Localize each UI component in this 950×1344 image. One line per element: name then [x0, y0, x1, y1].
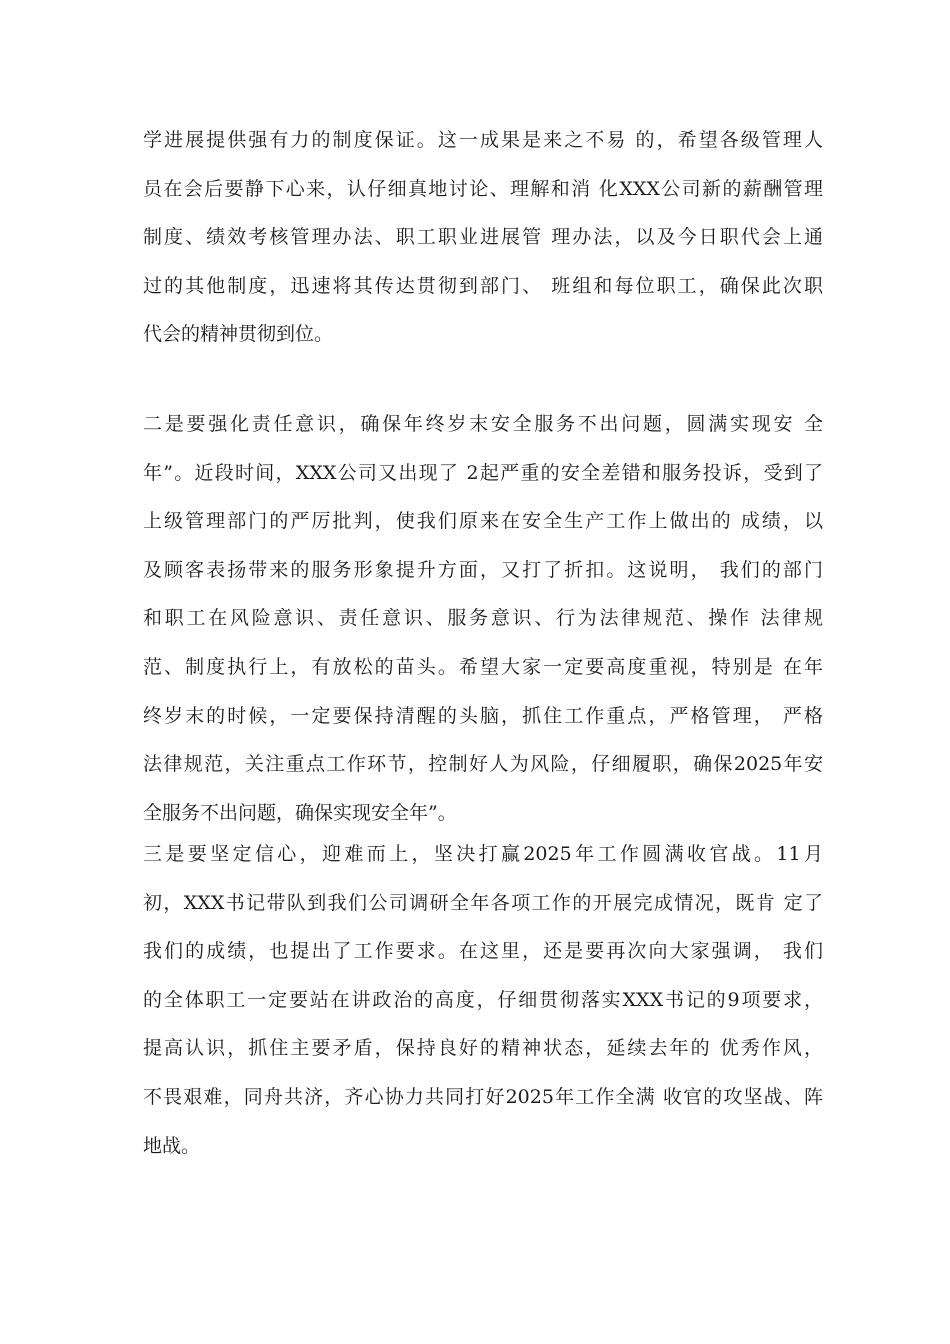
- text-line: 三是要坚定信心，迎难而上，坚决打赢2025年工作圆满收官战。11月: [143, 843, 823, 865]
- text-line: 及顾客表扬带来的服务形象提升方面，又打了折扣。这说明， 我们的部门: [143, 558, 823, 581]
- paragraph-3: [143, 830, 823, 1170]
- text-line: 终岁末的时候，一定要保持清醒的头脑，抓住工作重点，严格管理， 严格: [143, 704, 823, 727]
- text-line: 全服务不出问题，确保实现安全年”。: [143, 801, 457, 824]
- text-line: 二是要强化责任意识，确保年终岁末安全服务不出问题，圆满实现安 全: [143, 413, 823, 435]
- text-line: 提高认识，抓住主要矛盾，保持良好的精神状态，延续去年的 优秀作风，: [143, 1037, 823, 1060]
- text-line: 我们的成绩，也提出了工作要求。在这里，还是要再次向大家强调， 我们: [143, 940, 823, 963]
- text-line: 代会的精神贯彻到位。: [143, 323, 334, 346]
- text-line: 员在会后要静下心来，认仔细真地讨论、理解和消 化XXX公司新的薪酬管理: [143, 177, 823, 200]
- text-line: 过的其他制度，迅速将其传达贯彻到部门、 班组和每位职工，确保此次职: [143, 274, 823, 297]
- text-line: 初，XXX书记带队到我们公司调研全年各项工作的开展完成情况，既肯 定了: [143, 891, 823, 914]
- paragraph-2: [143, 400, 823, 837]
- text-line: 地战。: [143, 1134, 201, 1157]
- text-line: 的全体职工一定要站在讲政治的高度，仔细贯彻落实XXX书记的9项要求，: [143, 988, 823, 1011]
- text-line: 法律规范，关注重点工作环节，控制好人为风险，仔细履职，确保2025年安: [143, 753, 823, 776]
- text-line: 学进展提供强有力的制度保证。这一成果是来之不易 的，希望各级管理人: [143, 129, 823, 151]
- text-line: 范、制度执行上，有放松的苗头。希望大家一定要高度重视，特别是 在年: [143, 655, 823, 678]
- text-line: 和职工在风险意识、责任意识、服务意识、行为法律规范、操作 法律规: [143, 607, 823, 630]
- text-line: 不畏艰难，同舟共济，齐心协力共同打好2025年工作全满 收官的攻坚战、阵: [143, 1085, 823, 1108]
- text-line: 制度、绩效考核管理办法、职工职业进展管 理办法，以及今日职代会上通: [143, 226, 823, 249]
- text-line: 年”。近段时间，XXX公司又出现了 2起严重的安全差错和服务投诉，受到了: [143, 461, 823, 484]
- paragraph-1: [143, 116, 823, 359]
- text-line: 上级管理部门的严厉批判，使我们原来在安全生产工作上做出的 成绩，以: [143, 510, 823, 533]
